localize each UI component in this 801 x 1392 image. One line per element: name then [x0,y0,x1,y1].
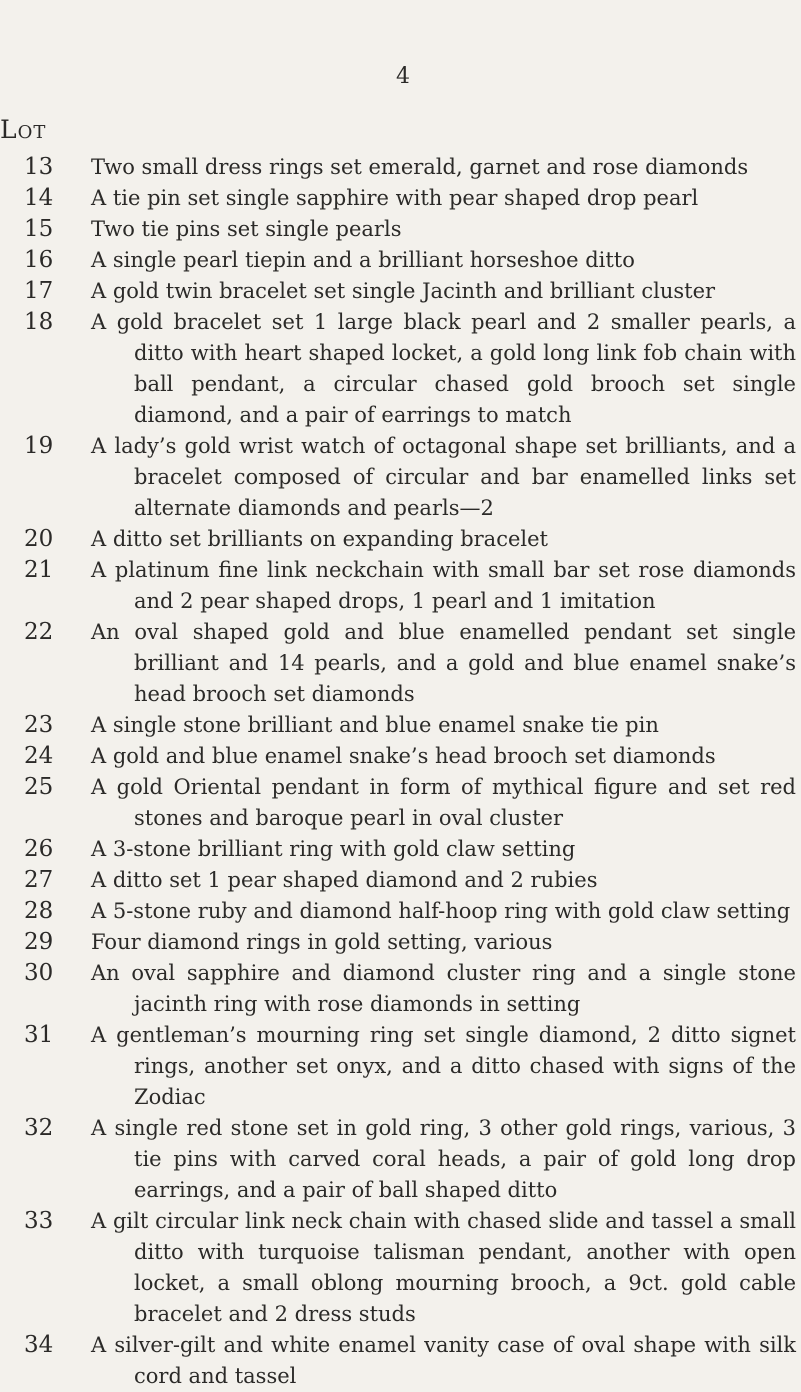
lot-description: Two small dress rings set emerald, garnet and rose diamonds [91,155,749,179]
lot-description: A gentleman’s mourning ring set single diamond, 2 ditto signet rings, another set onyx, and a ditto chased with signs of the Zodiac [91,1023,796,1109]
lot-description: Four diamond rings in gold setting, various [91,930,553,954]
lot-entry [0,183,801,214]
lot-description: A silver-gilt and white enamel vanity case of oval shape with silk cord and tassel [91,1333,796,1388]
lot-entry [0,772,801,834]
lot-number: 18 [24,309,54,335]
lot-entry [0,524,801,555]
lot-entry [0,214,801,245]
lot-entry [0,927,801,958]
lot-number: 16 [24,247,54,273]
lot-entry [0,555,801,617]
lot-description: A ditto set brilliants on expanding bracelet [91,527,548,551]
lot-description: A lady’s gold wrist watch of octagonal shape set brilliants, and a bracelet composed of circular and bar enamelled links set alternate diamonds and pearls—2 [91,434,796,520]
lot-number: 14 [24,185,54,211]
lot-description: An oval sapphire and diamond cluster ring and a single stone jacinth ring with rose diamonds in setting [91,961,796,1016]
lot-entry [0,152,801,183]
lot-entry [0,741,801,772]
lot-number: 15 [24,216,54,242]
page-number: 4 [396,64,410,89]
lot-entry [0,307,801,431]
lot-number: 32 [24,1115,54,1141]
lot-entry [0,834,801,865]
lot-list [0,152,801,1392]
lot-description: An oval shaped gold and blue enamelled pendant set single brilliant and 14 pearls, and a gold and blue enamel snake’s head brooch set diamonds [91,620,796,706]
lot-entry [0,276,801,307]
lot-number: 23 [24,712,54,738]
lot-description: A gold Oriental pendant in form of mythical figure and set red stones and baroque pearl in oval cluster [91,775,796,830]
lot-number: 19 [24,433,54,459]
lot-number: 29 [24,929,54,955]
lot-description: A single red stone set in gold ring, 3 other gold rings, various, 3 tie pins with carved coral heads, a pair of gold long drop earrings, and a pair of ball shaped ditto [91,1116,796,1202]
lot-entry [0,617,801,710]
lot-description: A tie pin set single sapphire with pear shaped drop pearl [91,186,699,210]
lot-number: 21 [24,557,54,583]
lot-number: 30 [24,960,54,986]
lot-entry [0,710,801,741]
lot-description: A gilt circular link neck chain with chased slide and tassel a small ditto with turquoise talisman pendant, another with open locket, a small oblong mourning brooch, a 9ct. gold cable bracelet and 2 dress studs [91,1209,796,1326]
lot-entry [0,958,801,1020]
lot-description: A gold bracelet set 1 large black pearl and 2 smaller pearls, a ditto with heart shaped locket, a gold long link fob chain with ball pendant, a circular chased gold brooch set single diamond, and a pair of earrings to match [91,310,796,427]
lot-number: 28 [24,898,54,924]
lot-number: 26 [24,836,54,862]
lot-number: 27 [24,867,54,893]
lot-description: Two tie pins set single pearls [91,217,402,241]
lot-description: A 5-stone ruby and diamond half-hoop ring with gold claw setting [91,899,791,923]
lot-entry [0,1206,801,1330]
lot-entry [0,245,801,276]
lot-number: 13 [24,154,54,180]
lot-description: A platinum fine link neckchain with small bar set rose diamonds and 2 pear shaped drops, 1 pearl and 1 imitation [91,558,796,613]
lot-column-header: Lot [0,115,47,144]
lot-number: 33 [24,1208,54,1234]
lot-entry [0,431,801,524]
lot-entry [0,865,801,896]
lot-entry [0,1330,801,1392]
lot-number: 17 [24,278,54,304]
lot-description: A gold twin bracelet set single Jacinth and brilliant cluster [91,279,716,303]
lot-description: A 3-stone brilliant ring with gold claw setting [91,837,576,861]
lot-description: A ditto set 1 pear shaped diamond and 2 rubies [91,868,598,892]
lot-entry [0,1113,801,1206]
lot-entry [0,896,801,927]
lot-description: A single stone brilliant and blue enamel snake tie pin [91,713,659,737]
lot-number: 20 [24,526,54,552]
lot-number: 34 [24,1332,54,1358]
lot-number: 22 [24,619,54,645]
lot-description: A gold and blue enamel snake’s head brooch set diamonds [91,744,716,768]
lot-description: A single pearl tiepin and a brilliant horseshoe ditto [91,248,635,272]
lot-entry [0,1020,801,1113]
lot-number: 25 [24,774,54,800]
lot-number: 24 [24,743,54,769]
lot-number: 31 [24,1022,54,1048]
